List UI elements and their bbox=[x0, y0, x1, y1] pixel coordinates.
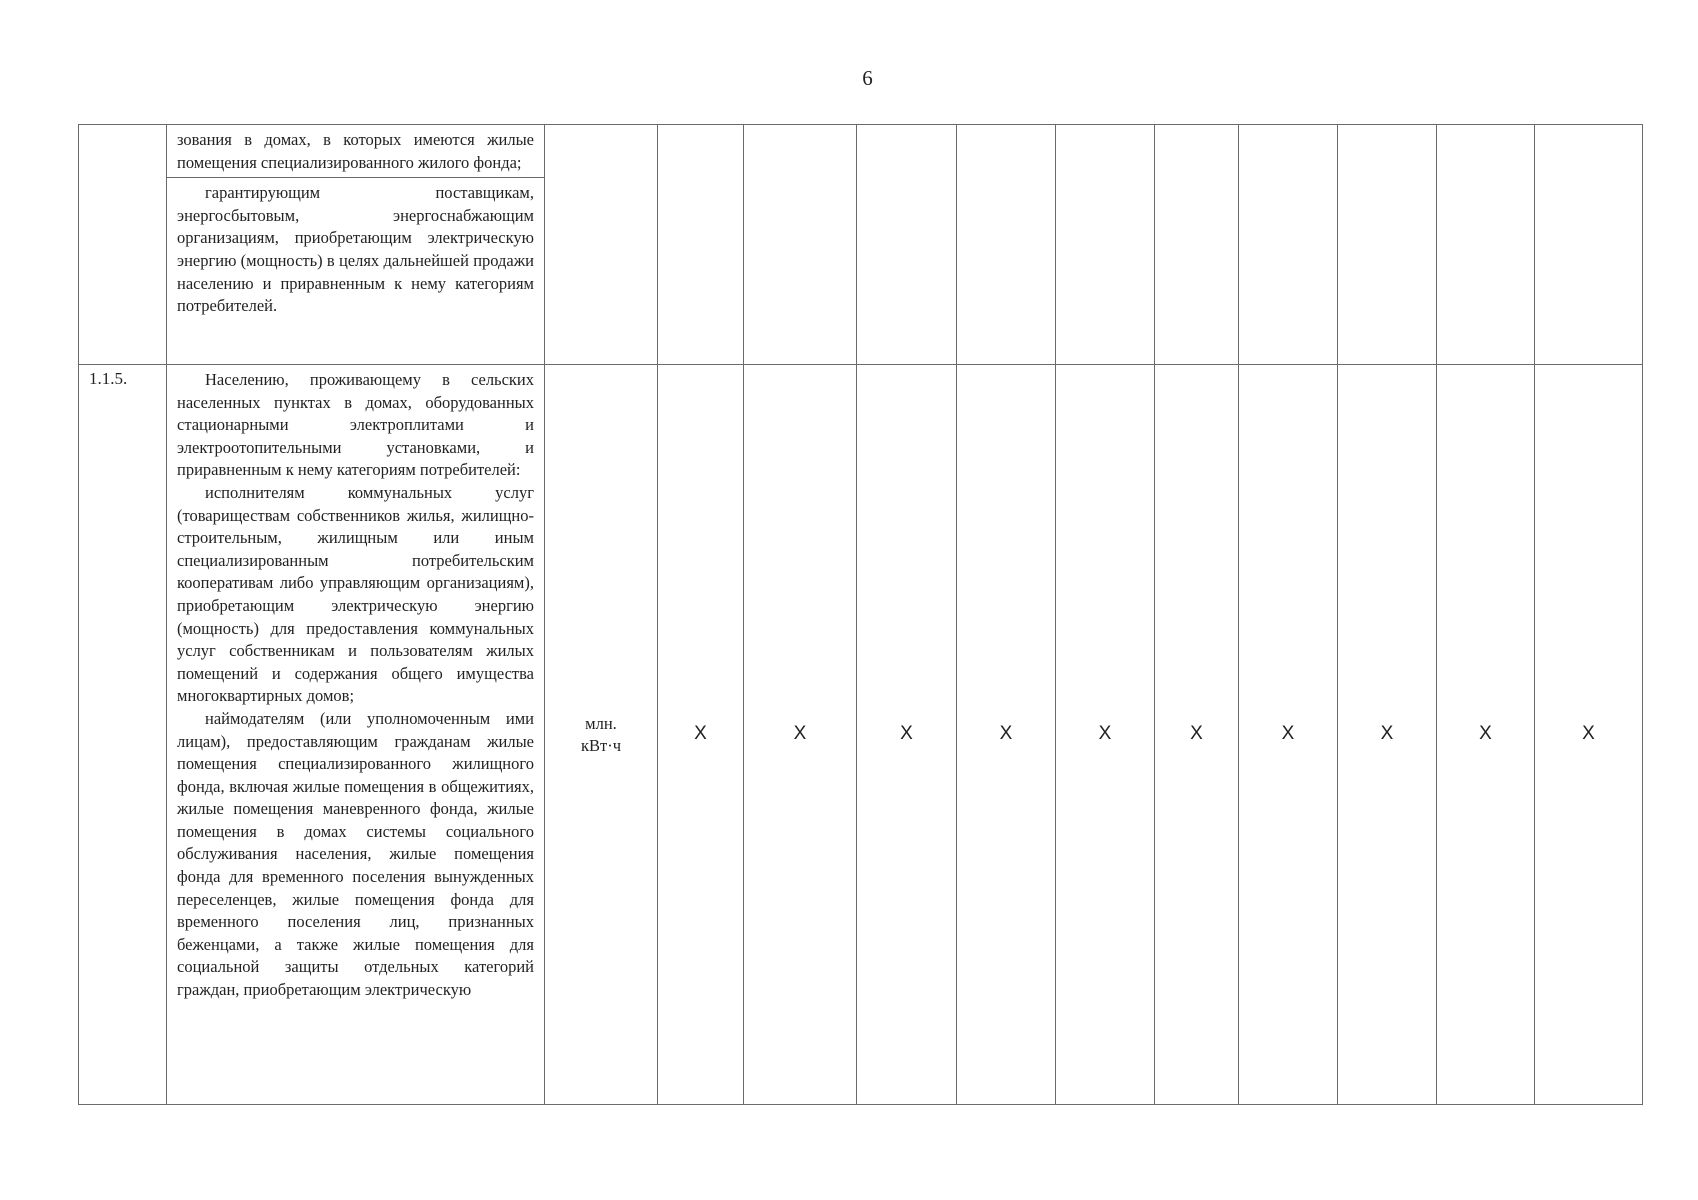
value-cell bbox=[857, 125, 957, 365]
value-cell: Х bbox=[1535, 365, 1643, 1105]
value-cell: Х bbox=[1056, 365, 1155, 1105]
paragraph-text: зования в домах, в которых имеются жилые помещения специализированного жилого фонда; bbox=[177, 130, 534, 172]
row-description-cell bbox=[167, 365, 545, 1105]
value-cell bbox=[1056, 125, 1155, 365]
value-cell bbox=[1239, 125, 1338, 365]
table-row bbox=[79, 125, 1643, 365]
table-row bbox=[79, 365, 1643, 1105]
unit-cell bbox=[545, 125, 658, 365]
row-description-cell bbox=[167, 125, 545, 365]
description-paragraph bbox=[167, 177, 544, 321]
value-cell: Х bbox=[658, 365, 744, 1105]
value-cell: Х bbox=[1437, 365, 1535, 1105]
value-cell: Х bbox=[1239, 365, 1338, 1105]
paragraph-text: гарантирующим поставщикам, энергосбытовым, энергоснабжающим организациям, приобретающим электрическую энергию (мощность) в целях дальнейшей продажи населению и приравненным к нему категориям потребителей. bbox=[177, 183, 534, 316]
value-cell bbox=[658, 125, 744, 365]
unit-cell bbox=[545, 365, 658, 1105]
paragraph-text: исполнителям коммунальных услуг (товариществам собственников жилья, жилищно-строительным, жилищным или иным специализированным потребительским кооперативам либо управляющим организациям), приобретающим электрическую энергию (мощность) для предоставления коммунальных услуг собственникам и пользователям жилых помещений и содержания общего имущества многоквартирных домов; bbox=[177, 482, 534, 706]
description-paragraph bbox=[167, 125, 544, 177]
value-cell: Х bbox=[857, 365, 957, 1105]
unit-line: кВт·ч bbox=[580, 735, 622, 755]
description-paragraph bbox=[167, 365, 544, 1005]
value-cell bbox=[1155, 125, 1239, 365]
value-cell bbox=[1338, 125, 1437, 365]
value-cell: Х bbox=[957, 365, 1056, 1105]
value-cell bbox=[957, 125, 1056, 365]
row-number-cell: 1.1.5. bbox=[79, 365, 167, 1105]
page-number: 6 bbox=[862, 66, 873, 90]
paragraph-text: наймодателям (или уполномоченным ими лицам), предоставляющим гражданам жилые помещения специализированного жилищного фонда, включая жилые помещения в общежитиях, жилые помещения маневренного фонда, жилые помещения в домах системы социального обслуживания населения, жилые помещения фонда для временного поселения вынужденных переселенцев, жилые помещения фонда для временного поселения лиц, признанных беженцами, а также жилые помещения для социальной защиты отдельных категорий граждан, приобретающим электрическую bbox=[177, 708, 534, 1000]
value-cell bbox=[744, 125, 857, 365]
tariff-table bbox=[78, 124, 1643, 1105]
unit-line: млн. bbox=[585, 713, 617, 733]
value-cell: Х bbox=[744, 365, 857, 1105]
value-cell: Х bbox=[1338, 365, 1437, 1105]
value-cell bbox=[1535, 125, 1643, 365]
row-number-cell bbox=[79, 125, 167, 365]
paragraph-text: Населению, проживающему в сельских населенных пунктах в домах, оборудованных стационарными электроплитами и электроотопительными установками, и приравненным к нему категориям потребителей: bbox=[177, 370, 534, 480]
value-cell bbox=[1437, 125, 1535, 365]
value-cell: Х bbox=[1155, 365, 1239, 1105]
